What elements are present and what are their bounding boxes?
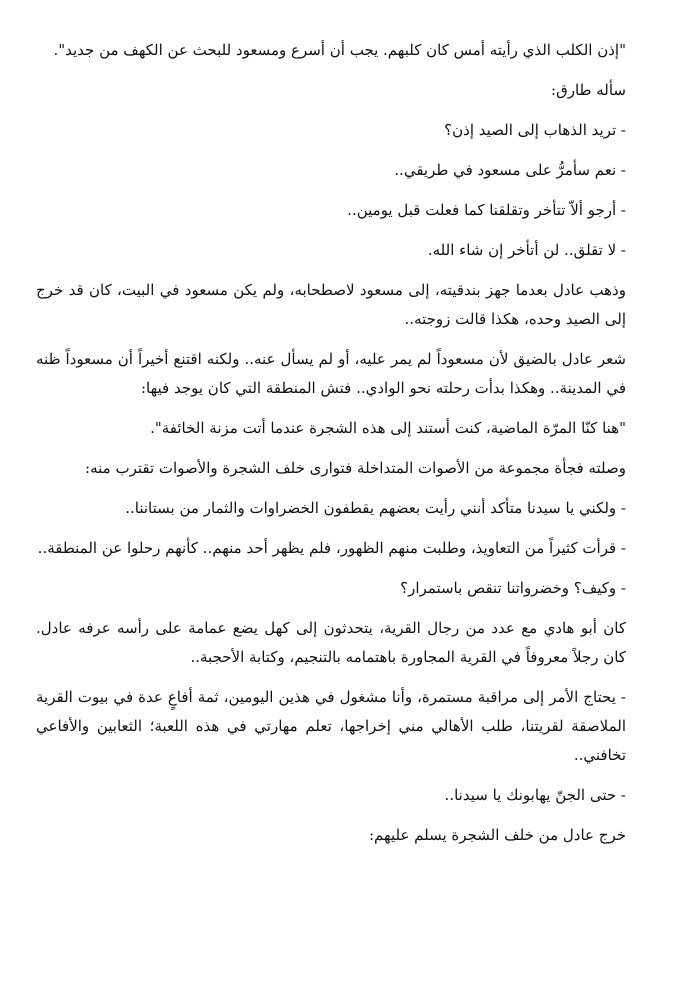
paragraph: - نعم سأمرُّ على مسعود في طريقي.. <box>394 161 626 179</box>
paragraph: - وكيف؟ وخضرواتنا تنقص باستمرار؟ <box>400 579 626 597</box>
paragraph: - تريد الذهاب إلى الصيد إذن؟ <box>444 121 626 139</box>
paragraph: وذهب عادل بعدما جهز بندقيته، إلى مسعود لاصطحابه، ولم يكن مسعود في البيت، كان قد خرج إلى الصيد وحده، هكذا قالت زوجته.. <box>36 281 626 328</box>
paragraph: - حتى الجنّ يهابونك يا سيدنا.. <box>444 786 626 804</box>
paragraph: كان أبو هادي مع عدد من رجال القرية، يتحدثون إلى كهل يضع عمامة على رأسه عرفه عادل. كان رجلاً معروفاً في القرية المجاورة باهتمامه بالتنجيم، وكتابة الأحجبة.. <box>36 619 626 666</box>
paragraph: شعر عادل بالضيق لأن مسعوداً لم يمر عليه، أو لم يسأل عنه.. ولكنه اقتنع أخيراً أن مسعوداً ظنه في المدينة.. وهكذا بدأت رحلته نحو الوادي.. فتش المنطقة التي كان يوجد فيها: <box>36 350 626 397</box>
document-page <box>36 36 650 861</box>
paragraph: "إذن الكلب الذي رأيته أمس كان كلبهم. يجب أن أسرع ومسعود للبحث عن الكهف من جديد". <box>53 41 626 59</box>
paragraph: - لا تقلق.. لن أتأخر إن شاء الله. <box>427 241 626 259</box>
paragraph: وصلته فجأة مجموعة من الأصوات المتداخلة فتوارى خلف الشجرة والأصوات تقترب منه: <box>85 459 626 477</box>
paragraph: سأله طارق: <box>551 81 626 99</box>
paragraph: "هنا كنّا المرّة الماضية، كنت أستند إلى هذه الشجرة عندما أتت مزنة الخائفة". <box>150 419 626 437</box>
paragraph: - قرأت كثيراً من التعاويذ، وطلبت منهم الظهور، فلم يظهر أحد منهم.. كأنهم رحلوا عن المنطقة.. <box>37 539 626 557</box>
paragraph: - يحتاج الأمر إلى مراقبة مستمرة، وأنا مشغول في هذين اليومين، ثمة أفاعٍ عدة في بيوت القرية الملاصقة لقريتنا، طلب الأهالي مني إخراجها، تعلم مهارتي في هذه اللعبة؛ الثعابين والأفاعي تخافني.. <box>36 688 626 764</box>
paragraph: - ولكني يا سيدنا متأكد أنني رأيت بعضهم يقطفون الخضراوات والثمار من بستاننا.. <box>125 499 626 517</box>
paragraph: خرج عادل من خلف الشجرة يسلم عليهم: <box>369 826 626 844</box>
paragraph: - أرجو ألاّ تتأخر وتقلقنا كما فعلت قبل يومين.. <box>347 201 626 219</box>
